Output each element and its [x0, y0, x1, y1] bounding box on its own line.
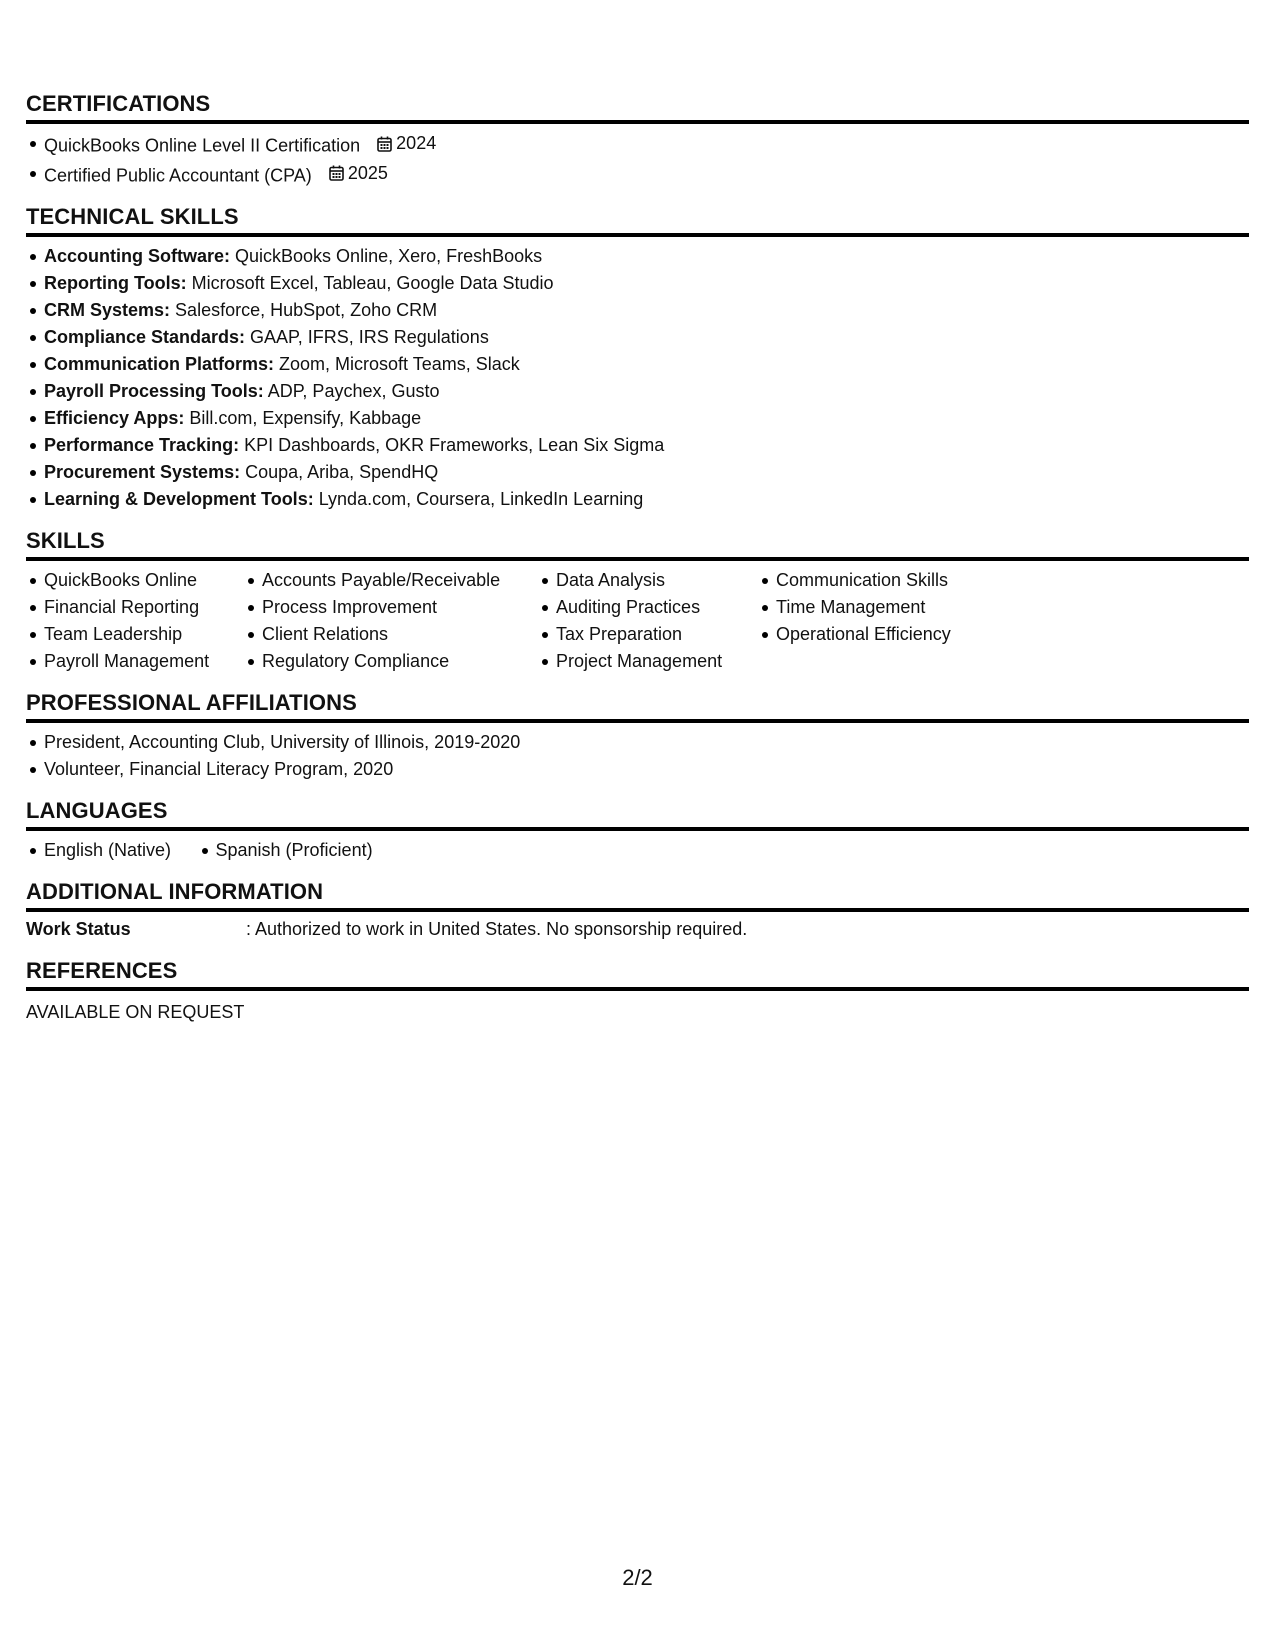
certification-date — [377, 130, 436, 157]
list-item: Tax Preparation — [538, 621, 758, 648]
skill-category-label: Performance Tracking: — [44, 435, 240, 455]
certification-name: Certified Public Accountant (CPA) — [44, 165, 312, 185]
page-number: 2/2 — [622, 1565, 653, 1590]
list-item: QuickBooks Online — [26, 567, 244, 594]
skill-category-value: Lynda.com, Coursera, LinkedIn Learning — [313, 489, 644, 509]
skill-category-value: Zoom, Microsoft Teams, Slack — [274, 354, 520, 374]
skill-category-label: Learning & Development Tools: — [44, 489, 314, 509]
list-item — [26, 130, 1249, 160]
list-item: President, Accounting Club, University of Illinois, 2019-2020 — [26, 729, 1249, 756]
list-item: Time Management — [758, 594, 1058, 621]
skill-category-label: Compliance Standards: — [44, 327, 246, 347]
work-status-row — [26, 916, 1249, 943]
list-item: Data Analysis — [538, 567, 758, 594]
certification-year: 2025 — [347, 162, 388, 183]
list-item — [26, 243, 1249, 270]
list-item: Client Relations — [244, 621, 538, 648]
skills-column — [538, 567, 758, 675]
list-item — [26, 324, 1249, 351]
list-item: Spanish (Proficient) — [198, 837, 373, 864]
skill-category-label: Communication Platforms: — [44, 354, 275, 374]
section-title-skills: SKILLS — [26, 527, 1249, 561]
list-item — [26, 459, 1249, 486]
list-item: Operational Efficiency — [758, 621, 1058, 648]
list-item: Financial Reporting — [26, 594, 244, 621]
list-item: English (Native) — [26, 837, 171, 864]
list-item: Regulatory Compliance — [244, 648, 538, 675]
languages-list — [26, 837, 395, 864]
list-item: Payroll Management — [26, 648, 244, 675]
section-title-references: REFERENCES — [26, 957, 1249, 991]
work-status-label: Work Status — [26, 919, 131, 939]
additional-info-section — [26, 878, 1249, 943]
skills-column — [758, 567, 1058, 675]
skill-category-label: Efficiency Apps: — [44, 408, 185, 428]
certification-name: QuickBooks Online Level II Certification — [44, 135, 361, 156]
skill-category-label: CRM Systems: — [44, 300, 171, 320]
list-item — [26, 351, 1249, 378]
resume-page — [26, 90, 1249, 1040]
skill-category-value: Microsoft Excel, Tableau, Google Data Studio — [186, 273, 554, 293]
skills-grid — [26, 561, 1249, 675]
list-item — [26, 160, 1249, 190]
list-item: Accounts Payable/Receivable — [244, 567, 538, 594]
section-title-affiliations: PROFESSIONAL AFFILIATIONS — [26, 689, 1249, 723]
skill-category-value: Salesforce, HubSpot, Zoho CRM — [170, 300, 438, 320]
section-title-additional-info: ADDITIONAL INFORMATION — [26, 878, 1249, 912]
list-item — [26, 378, 1249, 405]
references-text: AVAILABLE ON REQUEST — [26, 1002, 245, 1022]
skills-column — [26, 567, 244, 675]
skill-category-value: QuickBooks Online, Xero, FreshBooks — [230, 246, 543, 266]
certifications-section — [26, 90, 1249, 189]
list-item — [26, 486, 1249, 513]
technical-skills-section — [26, 203, 1249, 513]
work-status-value: : Authorized to work in United States. No sponsorship required. — [246, 919, 748, 939]
references-section — [26, 957, 1249, 1026]
skill-category-label: Procurement Systems: — [44, 462, 241, 482]
skill-category-value: KPI Dashboards, OKR Frameworks, Lean Six Sigma — [239, 435, 665, 455]
list-item: Auditing Practices — [538, 594, 758, 621]
list-item — [26, 270, 1249, 297]
skill-category-label: Reporting Tools: — [44, 273, 187, 293]
skill-category-value: GAAP, IFRS, IRS Regulations — [245, 327, 489, 347]
certification-year: 2024 — [396, 133, 437, 153]
section-title-technical-skills: TECHNICAL SKILLS — [26, 203, 1249, 237]
affiliations-list — [26, 729, 1249, 783]
skills-column — [244, 567, 538, 675]
list-item: Communication Skills — [758, 567, 1058, 594]
certifications-list — [26, 130, 1249, 189]
skill-category-label: Accounting Software: — [44, 246, 231, 266]
skill-category-label: Payroll Processing Tools: — [44, 381, 264, 401]
languages-section — [26, 797, 1249, 864]
section-title-languages: LANGUAGES — [26, 797, 1249, 831]
calendar-icon — [329, 165, 344, 181]
list-item — [26, 297, 1249, 324]
skill-category-value: ADP, Paychex, Gusto — [263, 381, 440, 401]
list-item: Team Leadership — [26, 621, 244, 648]
affiliations-section — [26, 689, 1249, 783]
list-item: Project Management — [538, 648, 758, 675]
section-title-certifications: CERTIFICATIONS — [26, 90, 1249, 124]
skills-section — [26, 527, 1249, 675]
languages-row — [26, 831, 1249, 864]
certification-date — [329, 160, 388, 187]
skill-category-value: Bill.com, Expensify, Kabbage — [184, 408, 422, 428]
list-item: Volunteer, Financial Literacy Program, 2020 — [26, 756, 1249, 783]
list-item: Process Improvement — [244, 594, 538, 621]
skill-category-value: Coupa, Ariba, SpendHQ — [240, 462, 439, 482]
calendar-icon — [377, 136, 392, 152]
technical-skills-list — [26, 243, 1249, 513]
list-item — [26, 405, 1249, 432]
list-item — [26, 432, 1249, 459]
